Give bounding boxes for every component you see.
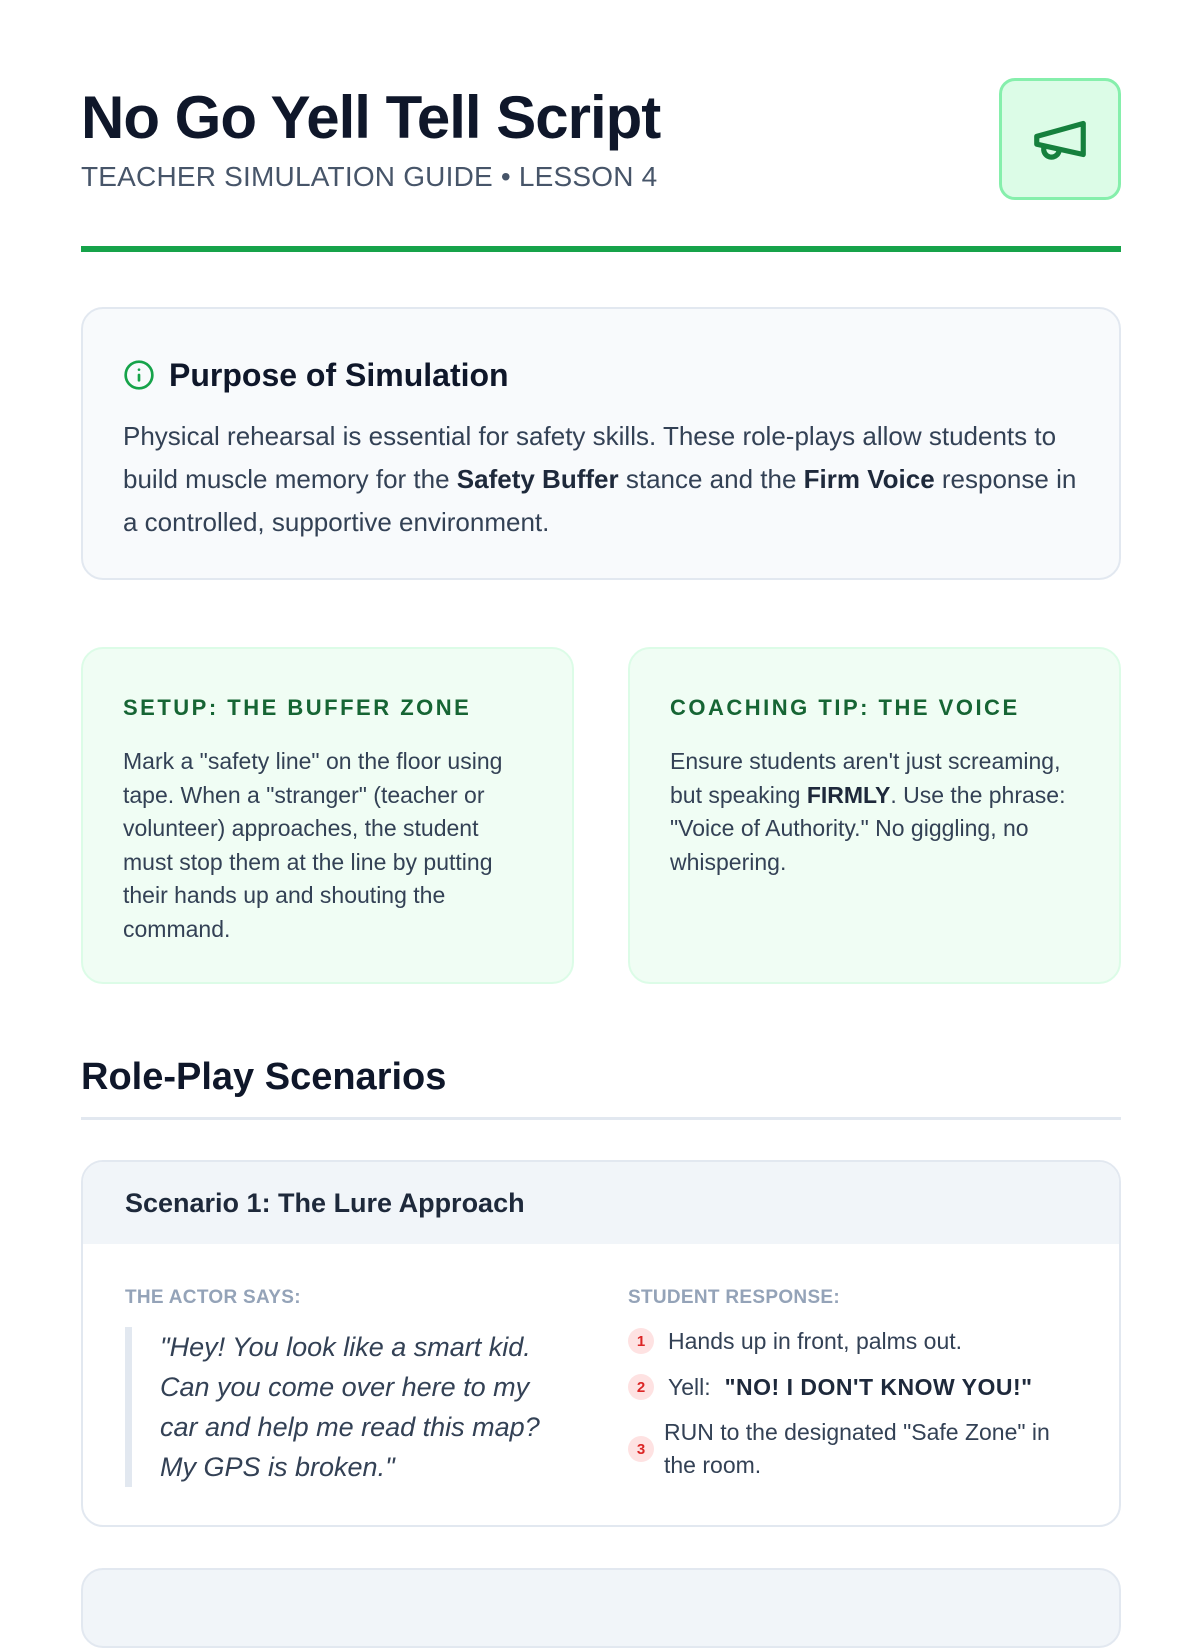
purpose-text-part: stance and the [618,464,804,494]
info-icon [123,359,155,391]
scenario-body [83,1244,1119,1527]
list-item [628,1324,1088,1358]
step-number-badge: 2 [628,1374,654,1400]
purpose-bold-term: Firm Voice [803,464,935,494]
list-item [628,1416,1088,1482]
section-title: Role-Play Scenarios [81,1056,447,1098]
scenario-header [83,1162,1119,1244]
tip-heading: COACHING TIP: THE VOICE [670,695,1020,720]
response-steps [628,1324,1088,1482]
setup-tip-card [81,647,574,984]
tip-bold-term: FIRMLY [806,781,891,808]
purpose-heading [123,353,1079,397]
step-number-badge: 1 [628,1328,654,1354]
scenario-card [81,1160,1121,1527]
purpose-text-part: response in a controlled, supportive environment. [123,464,1077,537]
purpose-card [81,307,1121,580]
scenario-title: Scenario 1: The Lure Approach [125,1187,525,1218]
purpose-title: Purpose of Simulation [169,356,509,393]
step-number-badge: 3 [628,1436,654,1462]
page-header [81,78,1121,208]
tip-text-part: Ensure students aren't just screaming, but speaking [670,748,1061,808]
tip-text: Mark a "safety line" on the floor using tape. When a "stranger" (teacher or volunteer) approaches, the student must stop them at the line by putting their hands up and shouting the command. [123,748,503,942]
purpose-text [123,415,1079,544]
list-item [628,1370,1088,1404]
header-divider [81,246,1121,252]
tip-text-part: . Use the phrase: "Voice of Authority." No giggling, no whispering. [670,781,1066,875]
actor-label: THE ACTOR SAYS: [125,1287,301,1308]
step-text: RUN to the designated "Safe Zone" in the room. [664,1419,1050,1478]
purpose-text-part: Physical rehearsal is essential for safety skills. These role-plays allow students to build muscle memory for the [123,421,1057,494]
coaching-tip-card [628,647,1121,984]
purpose-bold-term: Safety Buffer [456,464,619,494]
tip-text [670,745,1079,879]
page-subtitle: TEACHER SIMULATION GUIDE • LESSON 4 [81,161,658,192]
step-text: Yell: [668,1373,711,1400]
megaphone-icon-tile [999,78,1121,200]
response-label: STUDENT RESPONSE: [628,1287,841,1308]
yell-command: "NO! I DON'T KNOW YOU!" [724,1373,1033,1400]
step-text: Hands up in front, palms out. [668,1327,963,1354]
actor-quote: "Hey! You look like a smart kid. Can you come over here to my car and help me read this map? My GPS is broken." [125,1327,565,1487]
tip-heading: SETUP: THE BUFFER ZONE [123,695,472,720]
section-divider [81,1117,1121,1120]
next-scenario-card [81,1568,1121,1648]
page-title: No Go Yell Tell Script [81,84,661,151]
megaphone-icon [1029,108,1091,170]
